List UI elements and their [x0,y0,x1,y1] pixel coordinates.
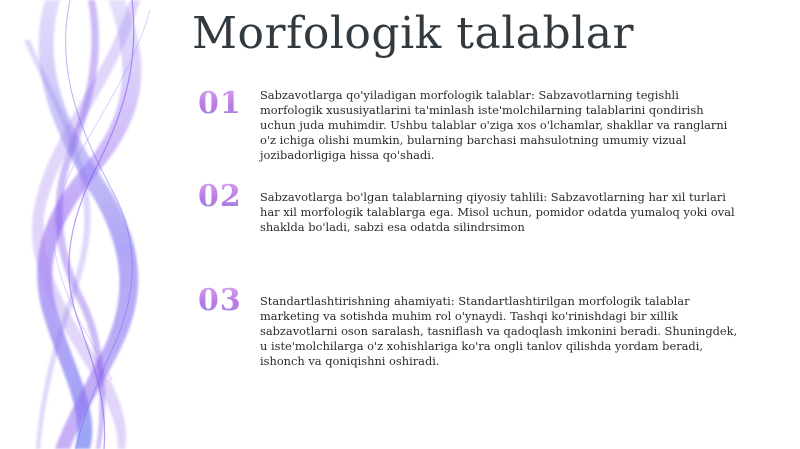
item-text-03: Standartlashtirishning ahamiyati: Standartlashtirilgan morfologik talablar marketing va sotishda muhim rol o'ynaydi. Tashqi ko'rinishdagi bir xillik sabzavotlarni oson saralash, tasniflash va qadoqlash imkonini beradi. Shuningdek, u iste'molchilarga o'z xohishlariga ko'ra ongli tanlov qilishda yordam beradi, ishonch va qoniqishni oshiradi. [260,294,738,368]
item-number-03: 03 [198,283,242,318]
item-number-02: 02 [198,179,242,214]
item-number-01: 01 [198,86,242,121]
item-text-02: Sabzavotlarga bo'lgan talablarning qiyosiy tahlili: Sabzavotlarning har xil turlari har xil morfologik talablarga ega. Misol uchun, pomidor odatda yumaloq yoki oval shaklda bo'ladi, sabzi esa odatda silindrsimon [260,190,735,234]
violet-silk-ribbon-decoration [0,0,200,449]
slide-title: Morfologik talablar [192,8,635,59]
item-text-01: Sabzavotlarga qo'yiladigan morfologik talablar: Sabzavotlarning tegishli morfologik xususiyatlarini ta'minlash iste'molchilarning talablarini qondirish uchun juda muhimdir. Ushbu talablar o'ziga xos o'lchamlar, shakllar va ranglarni o'z ichiga olishi mumkin, bularning barchasi mahsulotning umumiy vizual jozibadorligiga hissa qo'shadi. [260,88,728,162]
